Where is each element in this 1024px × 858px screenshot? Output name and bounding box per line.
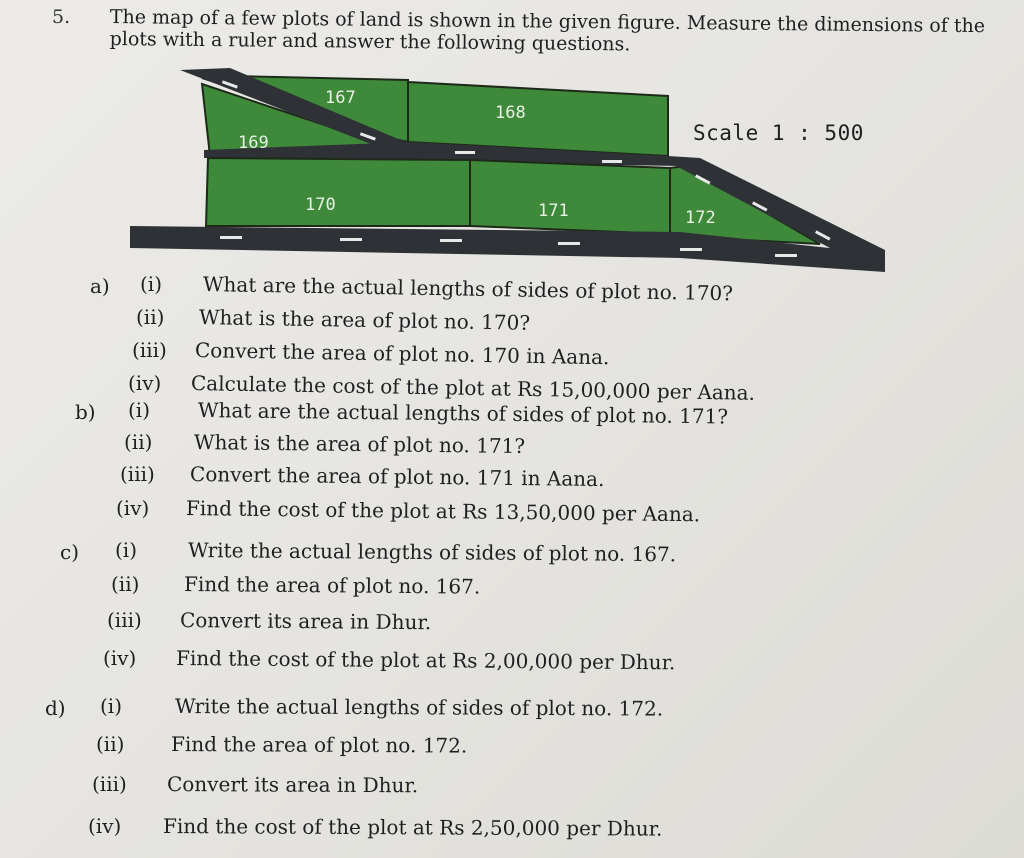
item-number: (ii) — [136, 305, 165, 329]
plot-label-169: 169 — [238, 133, 269, 153]
question-item: Find the cost of the plot at Rs 13,50,000 per Aana. — [185, 496, 701, 527]
question-item: What are the actual lengths of sides of plot no. 170? — [202, 272, 734, 306]
item-number: (iv) — [116, 496, 150, 520]
part-label: d) — [45, 696, 66, 720]
question-item: Find the area of plot no. 172. — [170, 732, 468, 758]
question-item: Find the cost of the plot at Rs 2,50,000 per Dhur. — [162, 814, 663, 841]
question-number: 5. — [52, 6, 71, 28]
plot-label-167: 167 — [325, 88, 356, 108]
item-number: (iii) — [120, 462, 155, 486]
part-label: b) — [75, 400, 96, 424]
question-item: Convert its area in Dhur. — [179, 608, 432, 635]
map-scale: Scale 1 : 500 — [693, 121, 864, 145]
question-item: Calculate the cost of the plot at Rs 15,00,000 per Aana. — [190, 371, 756, 405]
plot-171 — [470, 160, 670, 234]
plot-label-170: 170 — [305, 195, 336, 215]
item-number: (ii) — [96, 732, 125, 756]
item-number: (iii) — [132, 338, 167, 362]
item-number: (ii) — [111, 572, 140, 596]
item-number: (i) — [100, 694, 123, 718]
plot-label-171: 171 — [538, 201, 569, 221]
question-intro: The map of a few plots of land is shown in the given figure. Measure the dimensions of the plots with a ruler and answer the following questions. — [109, 6, 986, 56]
question-item: What are the actual lengths of sides of plot no. 171? — [197, 398, 729, 429]
question-item: Find the area of plot no. 167. — [183, 572, 481, 599]
part-label: c) — [60, 540, 80, 564]
plot-map-figure — [120, 58, 890, 278]
question-item: Find the cost of the plot at Rs 2,00,000 per Dhur. — [175, 646, 676, 675]
item-number: (iii) — [92, 772, 127, 796]
plot-label-172: 172 — [685, 208, 716, 228]
item-number: (i) — [140, 272, 163, 296]
question-item: Convert its area in Dhur. — [166, 772, 419, 798]
question-item: Convert the area of plot no. 171 in Aana. — [189, 462, 605, 492]
item-number: (i) — [128, 398, 151, 422]
question-item: Write the actual lengths of sides of plot no. 167. — [187, 538, 677, 567]
part-label: a) — [90, 274, 110, 298]
item-number: (iv) — [128, 371, 162, 395]
item-number: (i) — [115, 538, 138, 562]
item-number: (iv) — [103, 646, 137, 670]
question-item: Convert the area of plot no. 170 in Aana. — [194, 338, 610, 370]
question-item: What is the area of plot no. 171? — [193, 430, 526, 459]
item-number: (iii) — [107, 608, 142, 632]
plot-label-168: 168 — [495, 103, 526, 123]
item-number: (iv) — [88, 814, 122, 838]
question-item: Write the actual lengths of sides of plot no. 172. — [174, 694, 664, 721]
item-number: (ii) — [124, 430, 153, 454]
plot-170 — [206, 158, 470, 226]
plot-172 — [670, 166, 820, 244]
question-item: What is the area of plot no. 170? — [198, 305, 531, 335]
